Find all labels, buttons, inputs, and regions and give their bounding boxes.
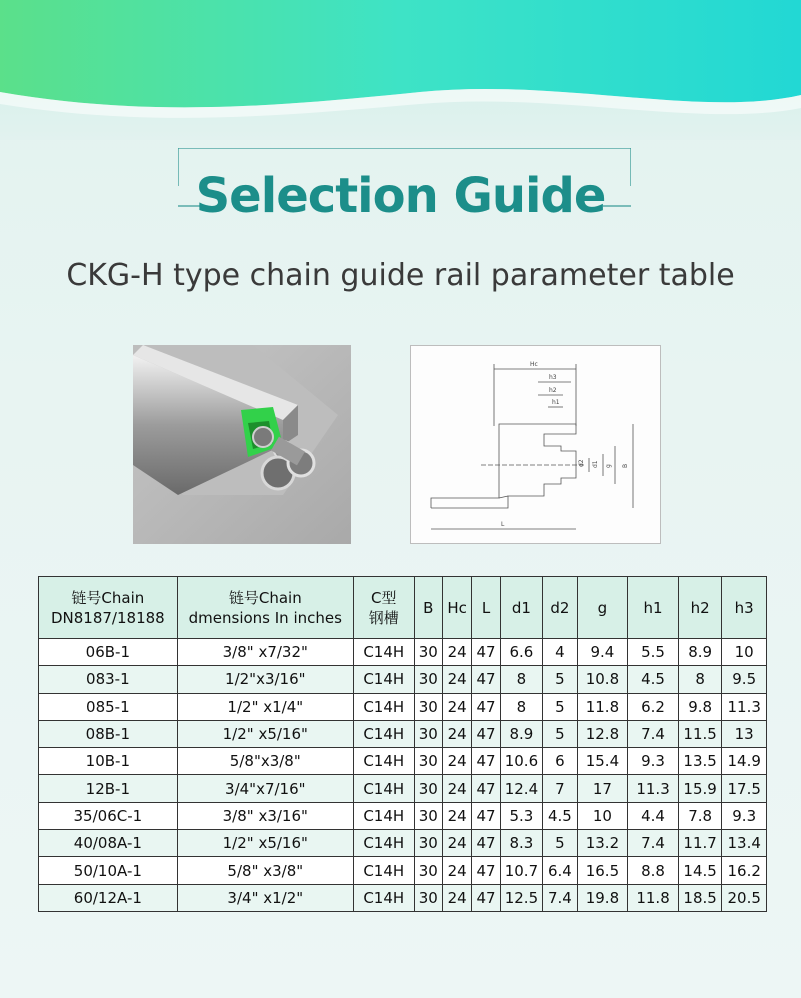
table-cell: 50/10A-1 <box>39 857 178 884</box>
table-cell: 9.4 <box>577 639 628 666</box>
table-cell: 15.9 <box>678 775 722 802</box>
table-cell: 6 <box>543 748 577 775</box>
table-cell: 8.9 <box>500 720 543 747</box>
svg-text:B: B <box>622 463 629 468</box>
table-cell: 8.3 <box>500 830 543 857</box>
table-cell: 5 <box>543 693 577 720</box>
table-cell: 15.4 <box>577 748 628 775</box>
table-row <box>39 639 767 666</box>
table-cell: 083-1 <box>39 666 178 693</box>
table-cell: C14H <box>353 802 414 829</box>
table-cell: 30 <box>414 775 442 802</box>
table-cell: C14H <box>353 884 414 911</box>
column-header: h2 <box>678 577 722 639</box>
page-subtitle: CKG-H type chain guide rail parameter table <box>66 258 735 293</box>
svg-text:g: g <box>605 464 612 468</box>
table-cell: 9.3 <box>628 748 679 775</box>
table-cell: 8 <box>500 693 543 720</box>
table-cell: 24 <box>442 830 471 857</box>
table-cell: 24 <box>442 693 471 720</box>
table-cell: 9.3 <box>722 802 767 829</box>
table-cell: 20.5 <box>722 884 767 911</box>
table-cell: 30 <box>414 830 442 857</box>
table-cell: 30 <box>414 857 442 884</box>
product-photo <box>133 345 351 544</box>
svg-text:h3: h3 <box>549 374 557 381</box>
table-row <box>39 693 767 720</box>
table-cell: 4.5 <box>628 666 679 693</box>
table-cell: 11.8 <box>577 693 628 720</box>
table-cell: 7.8 <box>678 802 722 829</box>
table-cell: 7.4 <box>543 884 577 911</box>
table-cell: 5.3 <box>500 802 543 829</box>
table-cell: 1/2" x1/4" <box>177 693 353 720</box>
svg-text:d1: d1 <box>592 460 599 468</box>
table-cell: 7.4 <box>628 720 679 747</box>
table-cell: 11.8 <box>628 884 679 911</box>
table-cell: 24 <box>442 775 471 802</box>
table-cell: 47 <box>472 666 500 693</box>
table-cell: C14H <box>353 830 414 857</box>
table-cell: 6.2 <box>628 693 679 720</box>
table-row <box>39 857 767 884</box>
table-row <box>39 720 767 747</box>
table-cell: 12.5 <box>500 884 543 911</box>
table-cell: 11.3 <box>628 775 679 802</box>
table-cell: 24 <box>442 639 471 666</box>
table-cell: C14H <box>353 775 414 802</box>
table-cell: C14H <box>353 720 414 747</box>
table-cell: 9.5 <box>722 666 767 693</box>
table-cell: 17.5 <box>722 775 767 802</box>
table-cell: 47 <box>472 775 500 802</box>
table-cell: 1/2"x3/16" <box>177 666 353 693</box>
table-cell: 47 <box>472 857 500 884</box>
table-cell: 16.2 <box>722 857 767 884</box>
table-cell: 085-1 <box>39 693 178 720</box>
table-cell: 11.7 <box>678 830 722 857</box>
table-cell: 10 <box>577 802 628 829</box>
column-header: C型 钢槽 <box>353 577 414 639</box>
table-row <box>39 748 767 775</box>
table-cell: 11.3 <box>722 693 767 720</box>
table-cell: 10.6 <box>500 748 543 775</box>
table-cell: 1/2" x5/16" <box>177 720 353 747</box>
table-cell: 7 <box>543 775 577 802</box>
table-cell: 47 <box>472 802 500 829</box>
table-cell: 13.2 <box>577 830 628 857</box>
table-cell: 4 <box>543 639 577 666</box>
table-cell: 47 <box>472 639 500 666</box>
column-header: g <box>577 577 628 639</box>
table-cell: 30 <box>414 802 442 829</box>
table-cell: C14H <box>353 666 414 693</box>
column-header: h1 <box>628 577 679 639</box>
table-cell: 13.5 <box>678 748 722 775</box>
table-row <box>39 884 767 911</box>
table-cell: 35/06C-1 <box>39 802 178 829</box>
page-title: Selection Guide <box>195 168 606 224</box>
table-cell: 4.5 <box>543 802 577 829</box>
table-cell: 5.5 <box>628 639 679 666</box>
table-cell: 13 <box>722 720 767 747</box>
table-cell: 6.4 <box>543 857 577 884</box>
table-cell: 30 <box>414 693 442 720</box>
table-cell: 47 <box>472 693 500 720</box>
table-cell: 47 <box>472 720 500 747</box>
table-cell: 19.8 <box>577 884 628 911</box>
table-cell: 24 <box>442 748 471 775</box>
table-cell: 16.5 <box>577 857 628 884</box>
table-cell: 8.8 <box>628 857 679 884</box>
table-cell: 30 <box>414 884 442 911</box>
table-cell: 3/8" x7/32" <box>177 639 353 666</box>
table-cell: 5/8"x3/8" <box>177 748 353 775</box>
table-cell: 60/12A-1 <box>39 884 178 911</box>
table-cell: 8 <box>500 666 543 693</box>
table-cell: 40/08A-1 <box>39 830 178 857</box>
table-cell: 10B-1 <box>39 748 178 775</box>
table-cell: 10 <box>722 639 767 666</box>
table-cell: 08B-1 <box>39 720 178 747</box>
table-cell: 24 <box>442 720 471 747</box>
column-header: 链号Chain dmensions In inches <box>177 577 353 639</box>
table-cell: 13.4 <box>722 830 767 857</box>
svg-text:d2: d2 <box>578 459 585 467</box>
table-cell: 47 <box>472 748 500 775</box>
table-cell: 24 <box>442 884 471 911</box>
table-cell: 06B-1 <box>39 639 178 666</box>
table-cell: 10.8 <box>577 666 628 693</box>
table-cell: 30 <box>414 748 442 775</box>
table-cell: 47 <box>472 830 500 857</box>
table-cell: 8.9 <box>678 639 722 666</box>
table-cell: C14H <box>353 693 414 720</box>
table-cell: 30 <box>414 639 442 666</box>
table-cell: 6.6 <box>500 639 543 666</box>
svg-text:h2: h2 <box>549 387 557 394</box>
table-row <box>39 666 767 693</box>
column-header: d1 <box>500 577 543 639</box>
column-header: h3 <box>722 577 767 639</box>
column-header: 链号Chain DN8187/18188 <box>39 577 178 639</box>
table-cell: 3/4"x7/16" <box>177 775 353 802</box>
table-cell: 5 <box>543 720 577 747</box>
table-cell: 12.4 <box>500 775 543 802</box>
svg-text:L: L <box>501 521 505 528</box>
technical-drawing <box>410 345 661 544</box>
table-row <box>39 802 767 829</box>
header-wave-banner <box>0 0 801 140</box>
table-cell: 12B-1 <box>39 775 178 802</box>
column-header: L <box>472 577 500 639</box>
table-cell: 30 <box>414 666 442 693</box>
table-cell: 30 <box>414 720 442 747</box>
table-cell: 10.7 <box>500 857 543 884</box>
table-cell: 3/8" x3/16" <box>177 802 353 829</box>
table-cell: 5 <box>543 666 577 693</box>
column-header: Hc <box>442 577 471 639</box>
table-cell: 8 <box>678 666 722 693</box>
table-cell: 47 <box>472 884 500 911</box>
table-cell: 9.8 <box>678 693 722 720</box>
column-header: d2 <box>543 577 577 639</box>
table-cell: 17 <box>577 775 628 802</box>
table-cell: C14H <box>353 748 414 775</box>
table-cell: C14H <box>353 639 414 666</box>
table-cell: 24 <box>442 802 471 829</box>
table-cell: C14H <box>353 857 414 884</box>
svg-text:Hc: Hc <box>530 361 538 368</box>
svg-text:h1: h1 <box>552 399 560 406</box>
table-body <box>39 639 767 912</box>
column-header: B <box>414 577 442 639</box>
table-cell: 14.9 <box>722 748 767 775</box>
table-cell: 5 <box>543 830 577 857</box>
table-row <box>39 830 767 857</box>
table-cell: 24 <box>442 666 471 693</box>
table-cell: 14.5 <box>678 857 722 884</box>
table-cell: 12.8 <box>577 720 628 747</box>
parameter-table <box>38 576 767 912</box>
table-cell: 7.4 <box>628 830 679 857</box>
table-cell: 4.4 <box>628 802 679 829</box>
table-cell: 24 <box>442 857 471 884</box>
table-cell: 1/2" x5/16" <box>177 830 353 857</box>
table-cell: 3/4" x1/2" <box>177 884 353 911</box>
table-cell: 11.5 <box>678 720 722 747</box>
table-row <box>39 775 767 802</box>
table-header-row <box>39 577 767 639</box>
table-cell: 18.5 <box>678 884 722 911</box>
table-cell: 5/8" x3/8" <box>177 857 353 884</box>
